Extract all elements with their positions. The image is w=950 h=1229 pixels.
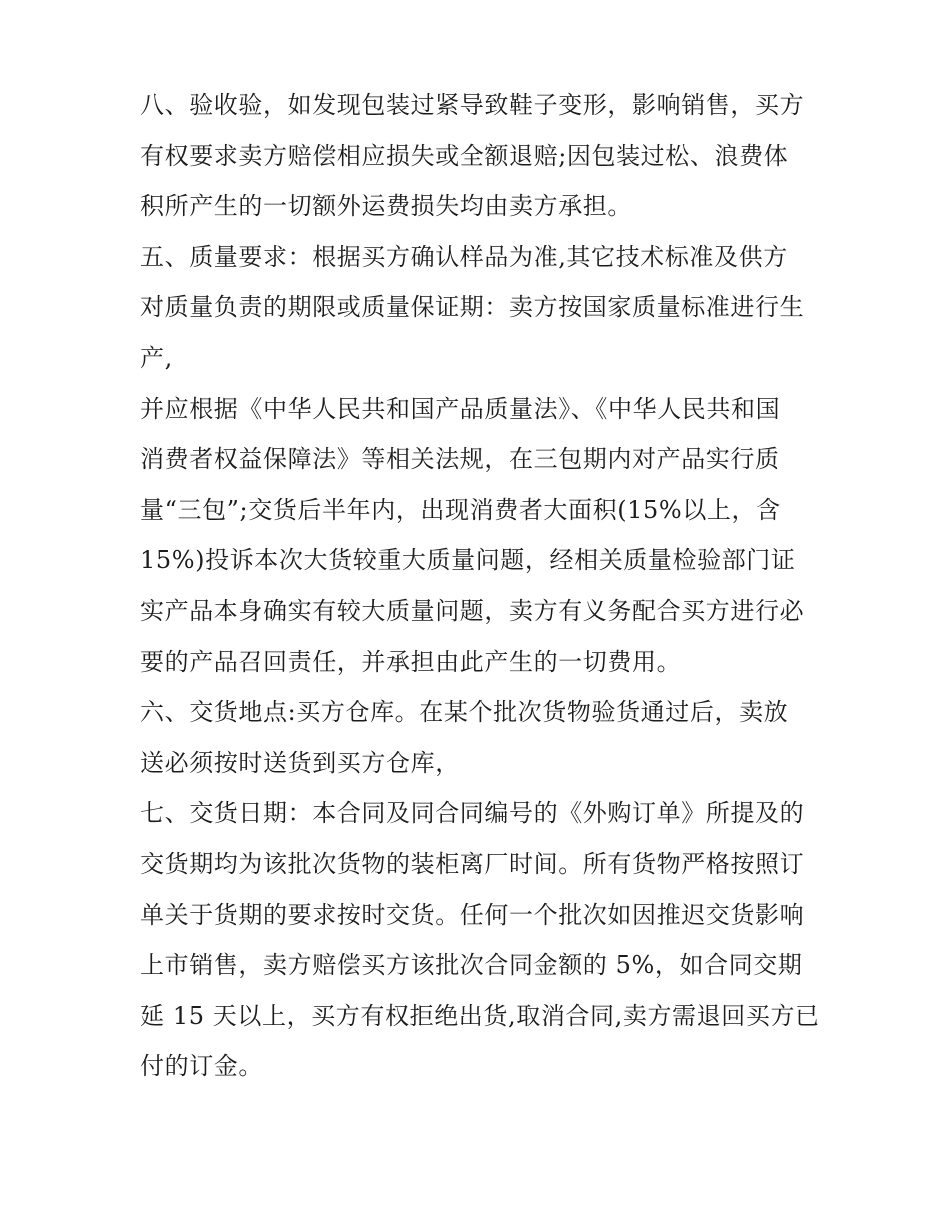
text-line: 上市销售，卖方赔偿买方该批次合同金额的 5%，如合同交期 [140, 951, 803, 980]
text-line: 并应根据《中华人民共和国产品质量法》、《中华人民共和国 [140, 394, 781, 423]
text-line: 消费者权益保障法》等相关法规，在三包期内对产品实行质 [140, 445, 780, 474]
text-line: 15%)投诉本次大货较重大质量问题，经相关质量检验部门证 [140, 546, 796, 575]
document-body [140, 80, 820, 1092]
text-line: 五、质量要求：根据买方确认样品为准,其它技术标准及供方 [140, 242, 788, 271]
text-line: 单关于货期的要求按时交货。任何一个批次如因推迟交货影响 [140, 900, 805, 929]
text-line: 有权要求卖方赔偿相应损失或全额退赔;因包装过松、浪费体 [140, 141, 789, 170]
text-line: 七、交货日期：本合同及同合同编号的《外购订单》所提及的 [140, 799, 805, 828]
text-line: 实产品本身确实有较大质量问题，卖方有义务配合买方进行必 [140, 596, 805, 625]
text-line: 八、验收验，如发现包装过紧导致鞋子变形，影响销售，买方 [140, 91, 805, 119]
text-line: 产, [140, 343, 173, 372]
text-line: 对质量负责的期限或质量保证期：卖方按国家质量标准进行生 [140, 293, 805, 322]
text-line: 六、交货地点:买方仓库。在某个批次货物验货通过后，卖放 [140, 698, 789, 727]
text-line: 延 15 天以上，买方有权拒绝出货,取消合同,卖方需退回买方已 [140, 1001, 820, 1030]
text-line: 要的产品召回责任，并承担由此产生的一切费用。 [140, 647, 682, 676]
text-line: 交货期均为该批次货物的装柜离厂时间。所有货物严格按照订 [140, 849, 805, 878]
text-line: 付的订金。 [140, 1052, 263, 1081]
text-line: 送必须按时送货到买方仓库， [140, 748, 460, 777]
text-line: 积所产生的一切额外运费损失均由卖方承担。 [140, 192, 632, 221]
text-line: 量“三包”;交货后半年内，出现消费者大面积(15%以上，含 [140, 495, 781, 524]
